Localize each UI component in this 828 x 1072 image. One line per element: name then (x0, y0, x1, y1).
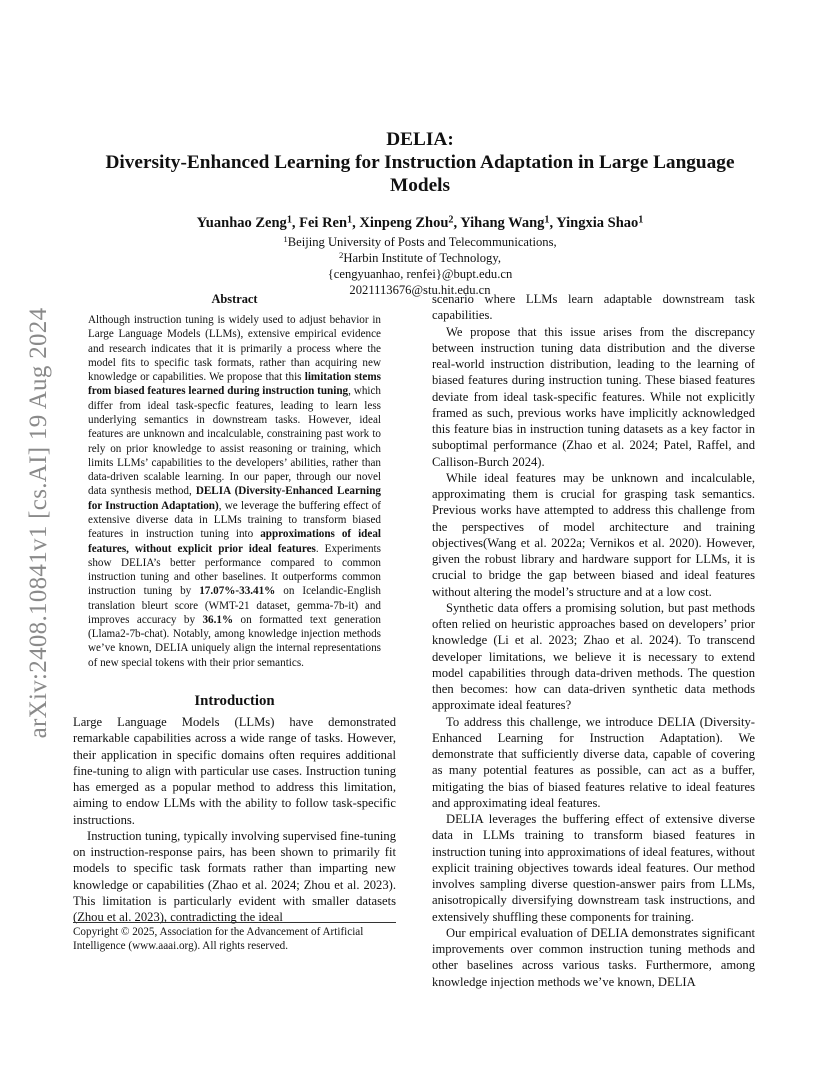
email-2: 2021113676@stu.hit.edu.cn (349, 283, 491, 297)
affiliation-2 (80, 250, 760, 266)
author-affiliation-mark: 1 (544, 214, 550, 226)
affiliation-text: Beijing University of Posts and Telecommunications, (287, 235, 557, 249)
intro-paragraph-5: Synthetic data offers a promising solution, but past methods often relied on heuristic approaches based on developers’ prior knowledge (Li et al. 2023; Zhao et al. 2024). To transcend developer limitations, we believe it is necessary to extend model capabilities through data-driven methods. The question then becomes: how can data-driven synthetic data methods approximate ideal features? (432, 600, 755, 713)
title-line-2: Diversity-Enhanced Learning for Instruction Adaptation in Large Language (105, 152, 735, 173)
intro-paragraph-2-continued: scenario where LLMs learn adaptable downstream task capabilities. (432, 292, 755, 323)
author (197, 215, 299, 231)
intro-paragraph-4: While ideal features may be unknown and incalculable, approximating them is crucial for grasping task semantics. Previous works have attempted to address this challenge from the perspectives of model architecture and training objectives(Wang et al. 2022a; Vernikos et al. 2020). However, given the robust library and hardware support for LLMs, it is crucial to bridge the gap between biased and ideal features without altering the model’s structure and at a low cost. (432, 470, 755, 599)
abstract-text-segment: on Icelandic-English translation bleurt score (WMT-21 dataset, gemma-7b-it) and improves accuracy by (88, 585, 381, 626)
author-name: Yihang Wang (460, 215, 545, 231)
left-column (73, 291, 396, 925)
abstract-bold-segment: 36.1% (202, 613, 234, 626)
abstract-text-segment: on formatted text generation (Llama2-7b-chat). Notably, among knowledge injection methods we’ve known, DELIA uniquely align the internal representations of new special tokens with their prior semantics. (88, 613, 381, 669)
abstract-bold-segment: limitation stems from biased features learned during instruction tuning (88, 371, 381, 398)
affiliation-mark: 2 (339, 250, 344, 261)
affiliations (80, 234, 760, 298)
author-affiliation-mark: 1 (638, 214, 644, 226)
intro-paragraph-3: We propose that this issue arises from the discrepancy between instruction tuning data distribution and the diverse real-world instruction distribution, leading to the learning of biased features during instruction tuning. These biased features deviate from ideal task-specific features. While not explicitly framed as such, previous works have implicitly acknowledged this feature bias in instruction tuning datasets as a key factor in suboptimal performance (Zhao et al. 2024; Patel, Raffel, and Callison-Burch 2024). (432, 324, 755, 469)
author-separator: , (352, 215, 360, 231)
author-separator: , (549, 215, 557, 231)
author-affiliation-mark: 1 (286, 214, 292, 226)
abstract-text-segment: . Experiments show DELIA’s better performance compared to common instruction tuning and other baselines. It outperforms common instruction tuning by (88, 542, 381, 598)
intro-paragraph-6: To address this challenge, we introduce DELIA (Diversity-Enhanced Learning for Instruction Adaptation). We demonstrate that sufficiently diverse data, capable of covering as many potential features as possible, can act as a buffer, mitigating the bias of biased features relative to ideal features and approximating ideal features. (432, 714, 755, 810)
arxiv-identifier-stamp (22, 290, 56, 756)
author-separator: , (453, 215, 461, 231)
copyright-footnote (73, 922, 396, 953)
intro-paragraph-7: DELIA leverages the buffering effect of extensive diverse data in LLMs training to transform biased features in instruction tuning into approximations of ideal features, without explicit training objectives towards ideal features. Our method involves sampling diverse question-answer pairs from LLMs, anisotropically diversifying downstream task instructions, and extensively shuffling these components for training. (432, 812, 755, 924)
abstract-bold-segment: 17.07%-33.41% (199, 585, 276, 598)
abstract-bold-segment: DELIA (Diversity-Enhanced Learning for Instruction Adaptation) (88, 485, 381, 512)
intro-paragraph-1: Large Language Models (LLMs) have demonstrated remarkable capabilities across a wide range of tasks. However, their application in specific domains often requires additional fine-tuning to align with particular use cases. Instruction tuning has emerged as a popular method to address this limitation, aiming to endow LLMs with the ability to follow task-specific instructions. (73, 715, 396, 827)
title-line-3: Models (390, 175, 450, 196)
abstract-body (88, 313, 381, 670)
abstract-bold-segment: approximations of ideal features, without explicit prior ideal features (88, 528, 381, 555)
affiliation-mark: 1 (283, 234, 288, 245)
abstract-text-segment: , which differ from ideal task-specfic features, leading to learn less underlying semantics in downstream tasks. However, ideal features are unknown and incalculable, constraining past work to rely on prior knowledge to assist reasoning or training, which limits LLMs’ capabilities to the developers’ abilities, rather than data-driven scalable learning. In our paper, through our novel data synthesis method, (88, 385, 381, 498)
footnote-divider (73, 922, 396, 923)
abstract-text-segment: , we leverage the buffering effect of extensive diverse data in LLMs training to transform biased features in instruction tuning into (88, 499, 382, 541)
arxiv-identifier-text: arXiv:2408.10841v1 [cs.AI] 19 Aug 2024 (25, 307, 52, 739)
abstract-heading: Abstract (211, 292, 258, 306)
title-line-1: DELIA: (386, 129, 454, 150)
author-name: Yuanhao Zeng (196, 215, 287, 231)
author-name: Fei Ren (299, 215, 348, 231)
author (556, 215, 643, 231)
author (460, 215, 556, 231)
affiliation-text: Harbin Institute of Technology, (343, 251, 501, 265)
author (359, 215, 460, 231)
author-list (80, 214, 760, 232)
intro-paragraph-2: Instruction tuning, typically involving supervised fine-tuning on instruction-response pairs, has been shown to primarily fit models to specific task formats rather than imparting new knowledge or capabilities (Zhao et al. 2024; Zhou et al. 2023). This limitation is particularly evident with smaller datasets (Zhou et al. 2023), contradicting the ideal (73, 828, 396, 925)
email-1: {cengyuanhao, renfei}@bupt.edu.cn (327, 267, 513, 281)
author-affiliation-mark: 2 (448, 214, 454, 226)
right-column (432, 291, 755, 990)
author-name: Xinpeng Zhou (359, 215, 449, 231)
author-name: Yingxia Shao (556, 215, 639, 231)
author-affiliation-mark: 1 (347, 214, 353, 226)
author-separator: , (291, 215, 300, 231)
affiliation-1 (80, 234, 760, 250)
paper-title (80, 128, 760, 197)
introduction-heading: Introduction (194, 693, 275, 710)
abstract-text-segment: Although instruction tuning is widely used to adjust behavior in Large Language Models (LLMs), extensive empirical evidence and research indicates that it is primarily a process where the model fits to specific task formats, rather than acquiring new knowledge or capabilities. We propose that this (88, 314, 381, 384)
intro-paragraph-8: Our empirical evaluation of DELIA demonstrates significant improvements over common instruction tuning methods and other baselines across various tasks. Furthermore, among knowledge injection methods we’ve known, DELIA (432, 925, 755, 989)
author (299, 215, 359, 231)
paper-header (80, 128, 760, 298)
copyright-notice: Copyright © 2025, Association for the Advancement of Artificial Intelligence (www.aaai.org). All rights reserved. (73, 926, 364, 952)
